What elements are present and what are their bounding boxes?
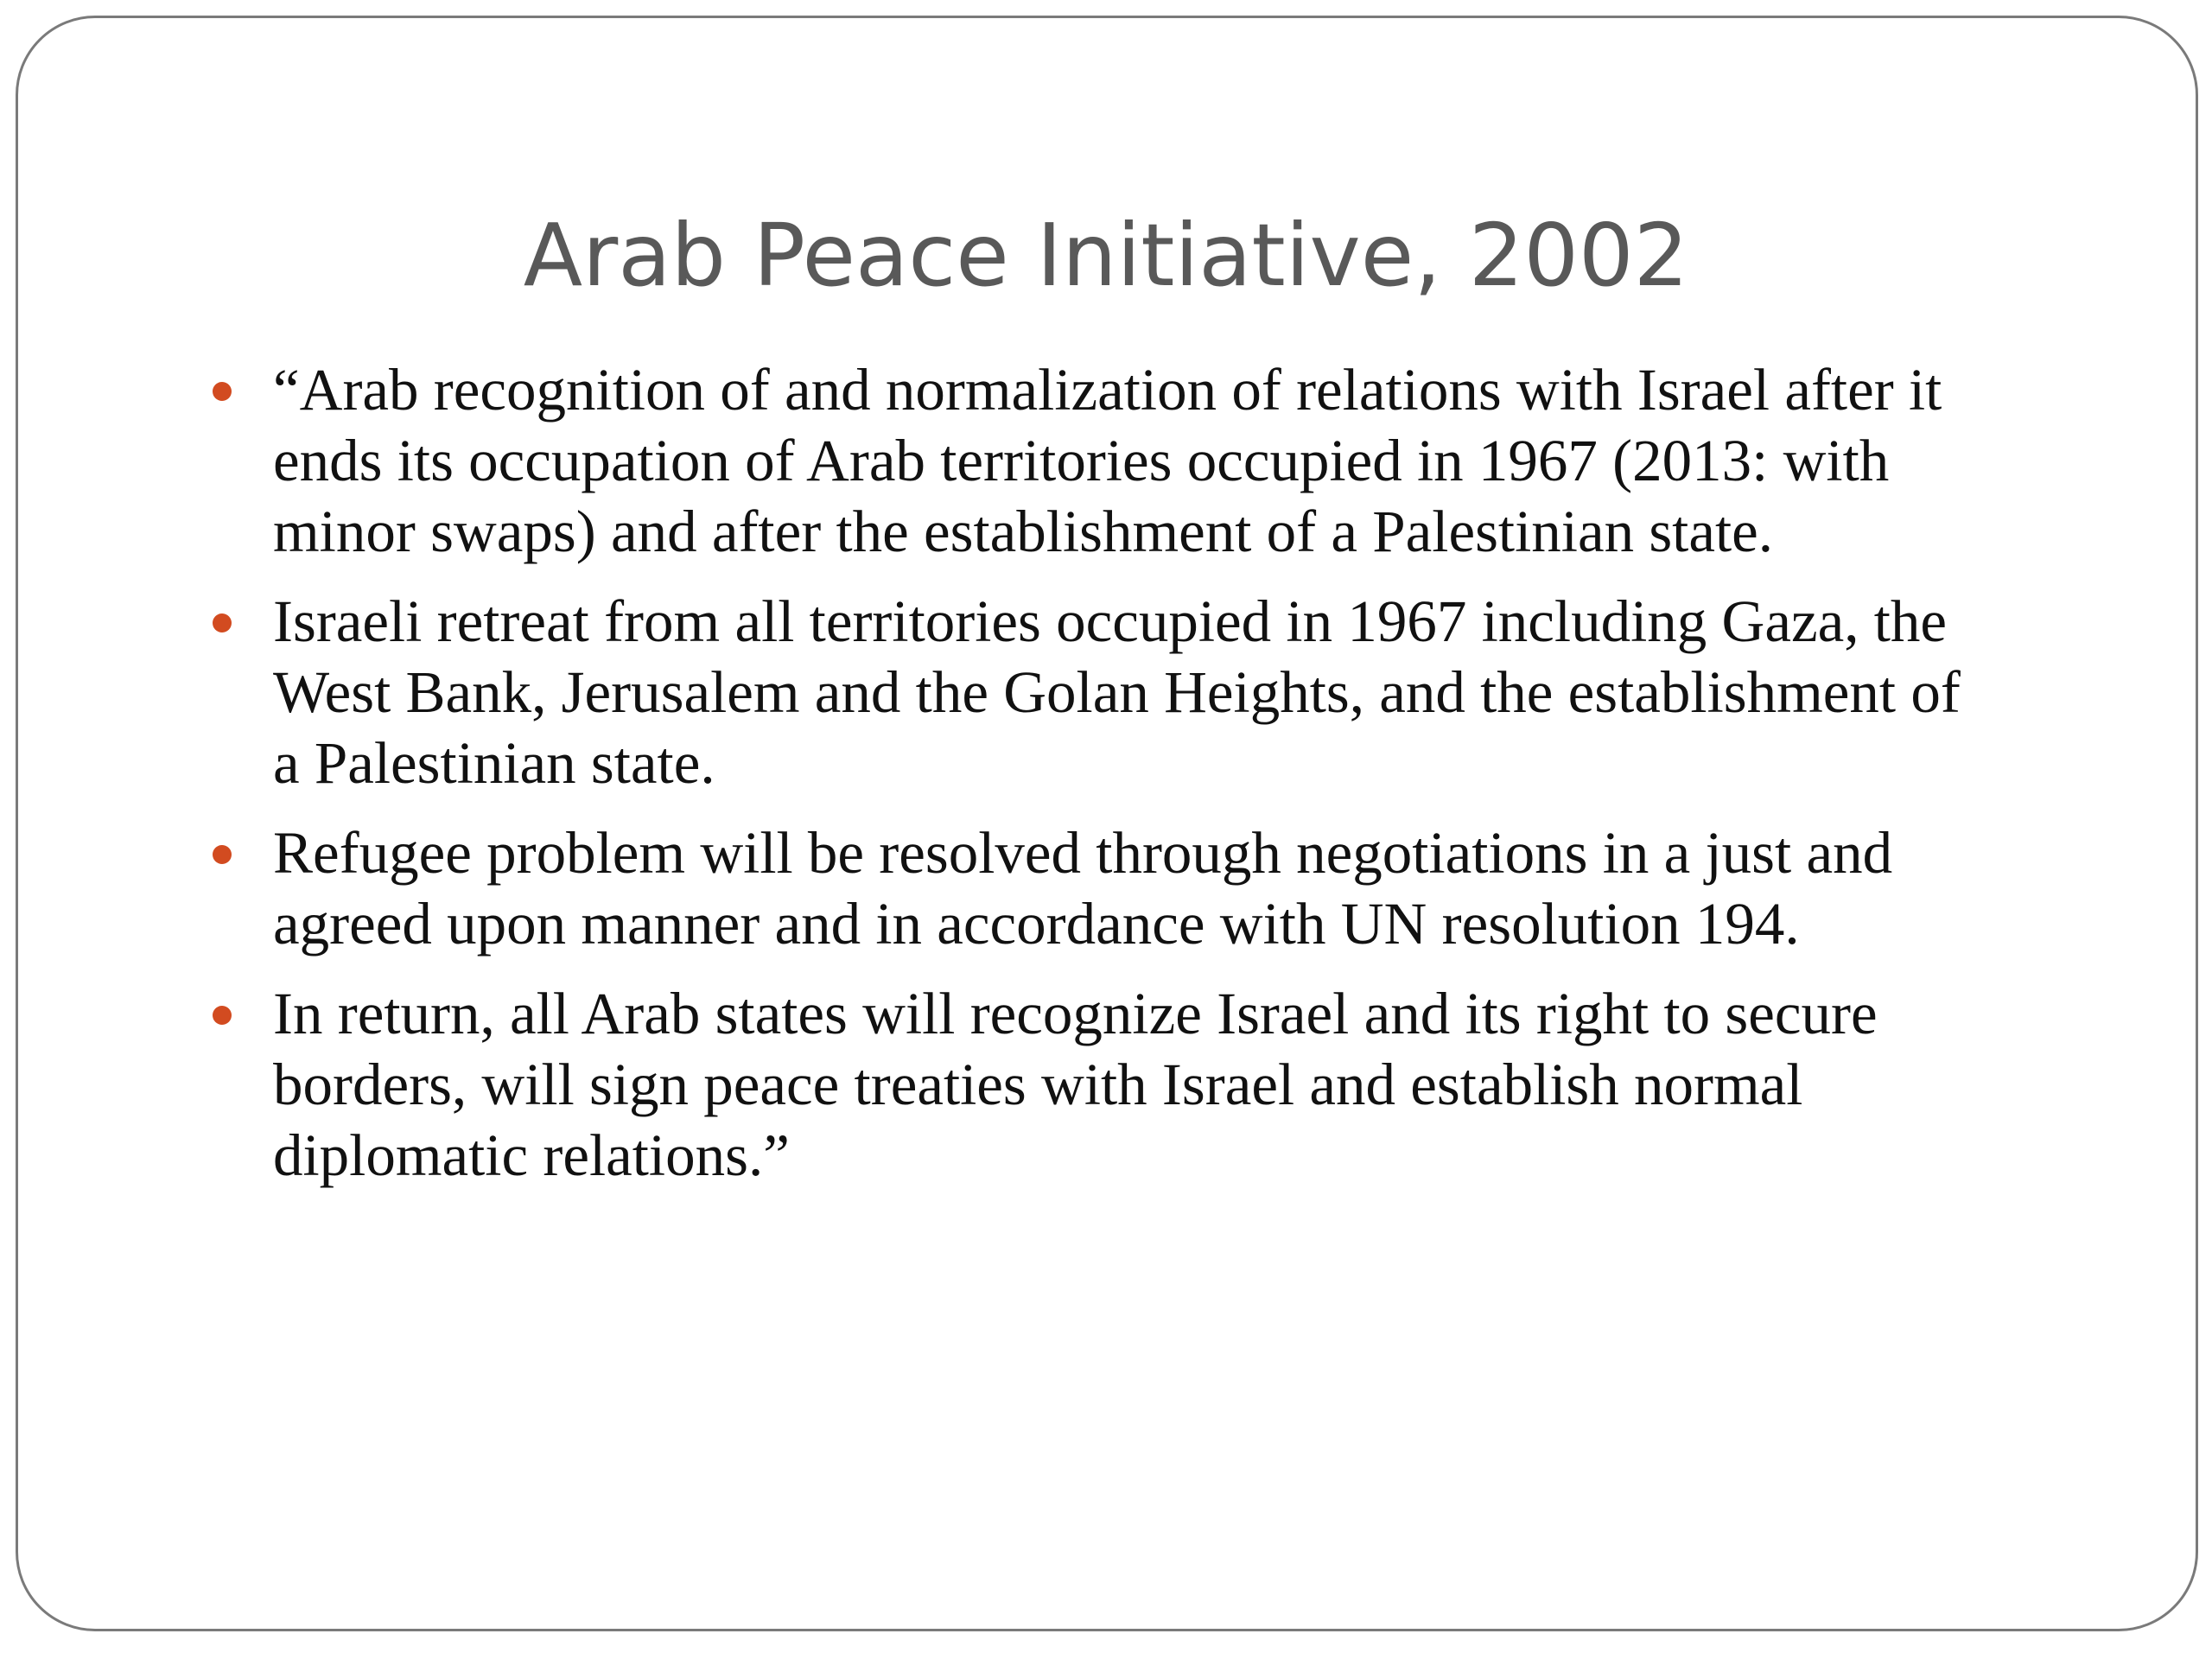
bullet-list: [273, 354, 2001, 1210]
bullet-item-4: [273, 978, 2001, 1191]
bullet-item-1: [273, 354, 2001, 567]
bullet-text: “Arab recognition of and normalization of relations with Israel after it ends its occupation of Arab territories occupied in 1967 (2013: with minor swaps) and after the establishment of a Palestinian state.: [273, 357, 1942, 564]
bullet-text: In return, all Arab states will recognize Israel and its right to secure borders, will sign peace treaties with Israel and establish normal diplomatic relations.”: [273, 981, 1878, 1188]
bullet-text: Refugee problem will be resolved through negotiations in a just and agreed upon manner and in accordance with UN resolution 194.: [273, 820, 1893, 957]
bullet-item-2: [273, 586, 2001, 798]
bullet-dot-icon: [213, 382, 232, 401]
slide-title: Arab Peace Initiative, 2002: [523, 205, 1689, 306]
bullet-text: Israeli retreat from all territories occupied in 1967 including Gaza, the West Bank, Jerusalem and the Golan Heights, and the establishment of a Palestinian state.: [273, 588, 1961, 796]
bullet-dot-icon: [213, 845, 232, 864]
bullet-dot-icon: [213, 613, 232, 632]
bullet-item-3: [273, 817, 2001, 959]
bullet-dot-icon: [213, 1006, 232, 1025]
